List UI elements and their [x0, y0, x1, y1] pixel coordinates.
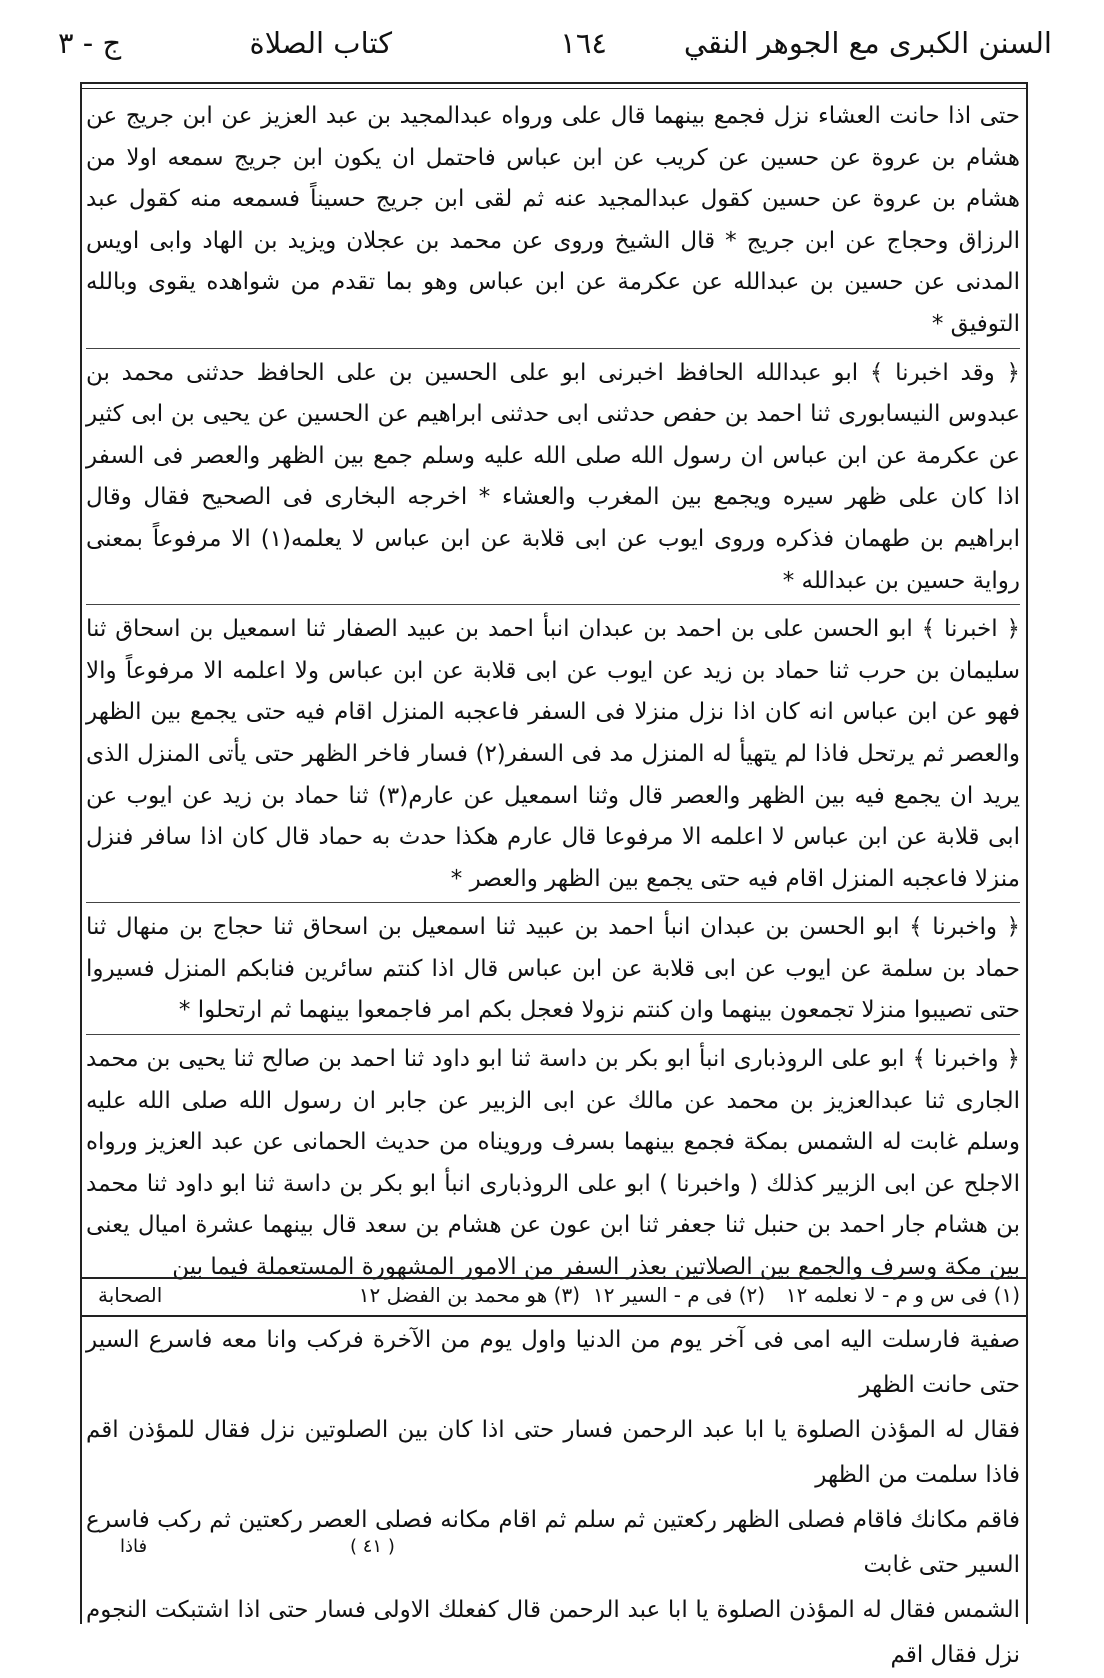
book-title: كتاب الصلاة	[249, 26, 392, 60]
page-footer	[120, 1536, 984, 1558]
footnote-1: (١) فى س و م - لا نعلمه ١٢	[785, 1283, 1020, 1307]
paragraph: ﴿ واخبرنا ﴾ ابو الحسن بن عبدان انبأ احمد بن عبيد ثنا اسمعيل بن اسحاق ثنا حجاج بن منهال ثنا حماد بن سلمة عن ايوب عن ابى قلابة عن ابن عباس قال اذا كنتم سائرين فنابكم المنزل فسيروا حتى تصيبوا منزلا تجمعون بينهما وان كنتم نزولا فعجل بكم امر فاجمعوا بينهما ثم ارتحلوا *	[86, 902, 1020, 1032]
catchword: فاذا	[120, 1536, 148, 1557]
commentary-line: صفية فارسلت اليه امى فى آخر يوم من الدنيا واول يوم من الآخرة فركب وانا معه فاسرع السير حتى حانت الظهر	[86, 1327, 1020, 1398]
paragraph: ﴿ واخبرنا ﴾ ابو على الروذبارى انبأ ابو بكر بن داسة ثنا ابو داود ثنا احمد بن صالح ثنا يحيى بن محمد الجارى ثنا عبدالعزيز بن محمد عن مالك عن ابى الزبير عن جابر ان رسول الله صلى الله عليه وسلم غابت له الشمس بمكة فجمع بينهما بسرف ورويناه من حديث الحمانى عن عبد العزيز ورواه الاجلح عن ابى الزبير كذلك ( واخبرنا ) ابو على الروذبارى انبأ ابو بكر بن داسة ثنا ابو داود ثنا محمد بن هشام جار احمد بن حنبل ثنا جعفر ثنا ابن عون عن هشام بن سعد قال بينهما عشرة اميال يعنى بين مكة وسرف والجمع بين الصلاتين بعذر السفر من الامور المشهورة المستعملة فيما بين	[86, 1034, 1020, 1289]
commentary-line: فقال له المؤذن الصلوة يا ابا عبد الرحمن فسار حتى اذا كان بين الصلوتين نزل فقال للمؤذن اقم فاذا سلمت من الظهر	[86, 1417, 1020, 1488]
page-number: ١٦٤	[560, 26, 607, 60]
footnotes	[86, 1281, 1020, 1313]
footnote-2: (٢) فى م - السير ١٢	[592, 1283, 765, 1307]
footnote-3: (٣) هو محمد بن الفضل ١٢	[358, 1283, 580, 1307]
commentary-line: فاقم مكانك فاقام فصلى الظهر ركعتين ثم سلم ثم اقام مكانه فصلى العصر ركعتين ثم ركب فاسرع السير حتى غابت	[86, 1507, 1020, 1578]
commentary-divider	[80, 1315, 1028, 1317]
footnote-label: الصحابة	[98, 1283, 163, 1307]
signature-number: ( ٤١ )	[350, 1536, 395, 1557]
volume-label: ج - ٣	[58, 26, 122, 60]
frame-inner-rule	[80, 88, 1028, 89]
main-text	[86, 92, 1020, 1291]
footnote-divider	[80, 1277, 1028, 1279]
commentary-text	[86, 1318, 1020, 1678]
paragraph: ﴿ اخبرنا ﴾ ابو الحسن على بن احمد بن عبدان انبأ احمد بن عبيد الصفار ثنا اسمعيل بن اسحاق ثنا سليمان بن حرب ثنا حماد بن زيد عن ايوب عن ابى قلابة عن ابن عباس ولا اعلمه الا مرفوعاً والا فهو عن ابن عباس انه كان اذا نزل منزلا فى السفر فاعجبه المنزل اقام فيه حتى يجمع بين الظهر والعصر ثم يرتحل فاذا لم يتهيأ له المنزل مد فى السفر(٢) فسار فاخر الظهر حتى يأتى المنزل الذى يريد ان يجمع فيه بين الظهر والعصر قال وثنا اسمعيل عن عارم(٣) ثنا حماد بن زيد عن ايوب عن ابى قلابة عن ابن عباس لا اعلمه الا مرفوعا قال عارم هكذا حدث به حماد قال كان اذا سافر فنزل منزلا فاعجبه المنزل اقام فيه حتى يجمع بين الظهر والعصر *	[86, 604, 1020, 900]
page-header	[58, 20, 1052, 76]
commentary-line: الشمس فقال له المؤذن الصلوة يا ابا عبد الرحمن قال كفعلك الاولى فسار حتى اذا اشتبكت النجوم نزل فقال اقم	[86, 1597, 1020, 1668]
paragraph: ﴿ وقد اخبرنا ﴾ ابو عبدالله الحافظ اخبرنى ابو على الحسين بن على الحافظ حدثنى محمد بن عبدوس النيسابورى ثنا احمد بن حفص حدثنى ابى حدثنى ابراهيم عن الحسين عن يحيى بن ابى كثير عن عكرمة عن ابن عباس ان رسول الله صلى الله عليه وسلم جمع بين الظهر والعصر فى السفر اذا كان على ظهر سيره ويجمع بين المغرب والعشاء * اخرجه البخارى فى الصحيح فقال وقال ابراهيم بن طهمان فذكره وروى ايوب عن ابى قلابة عن ابن عباس لا يعلمه(١) الا مرفوعاً بمعنى رواية حسين بن عبدالله *	[86, 348, 1020, 603]
running-title: السنن الكبرى مع الجوهر النقي	[683, 26, 1052, 60]
paragraph: حتى اذا حانت العشاء نزل فجمع بينهما قال على ورواه عبدالمجيد بن عبد العزيز عن ابن جريج عن هشام بن عروة عن حسين عن كريب عن ابن عباس فاحتمل ان يكون ابن جريج سمعه اولا من هشام بن عروة عن حسين كقول عبدالمجيد عنه ثم لقى ابن جريج حسيناً فسمعه منه كقول عبد الرزاق وحجاج عن ابن جريج * قال الشيخ وروى عن محمد بن عجلان ويزيد بن الهاد وابى اويس المدنى عن حسين بن عبدالله عن عكرمة عن ابن عباس وهو بما تقدم من شواهده يقوى وبالله التوفيق *	[86, 103, 1020, 337]
